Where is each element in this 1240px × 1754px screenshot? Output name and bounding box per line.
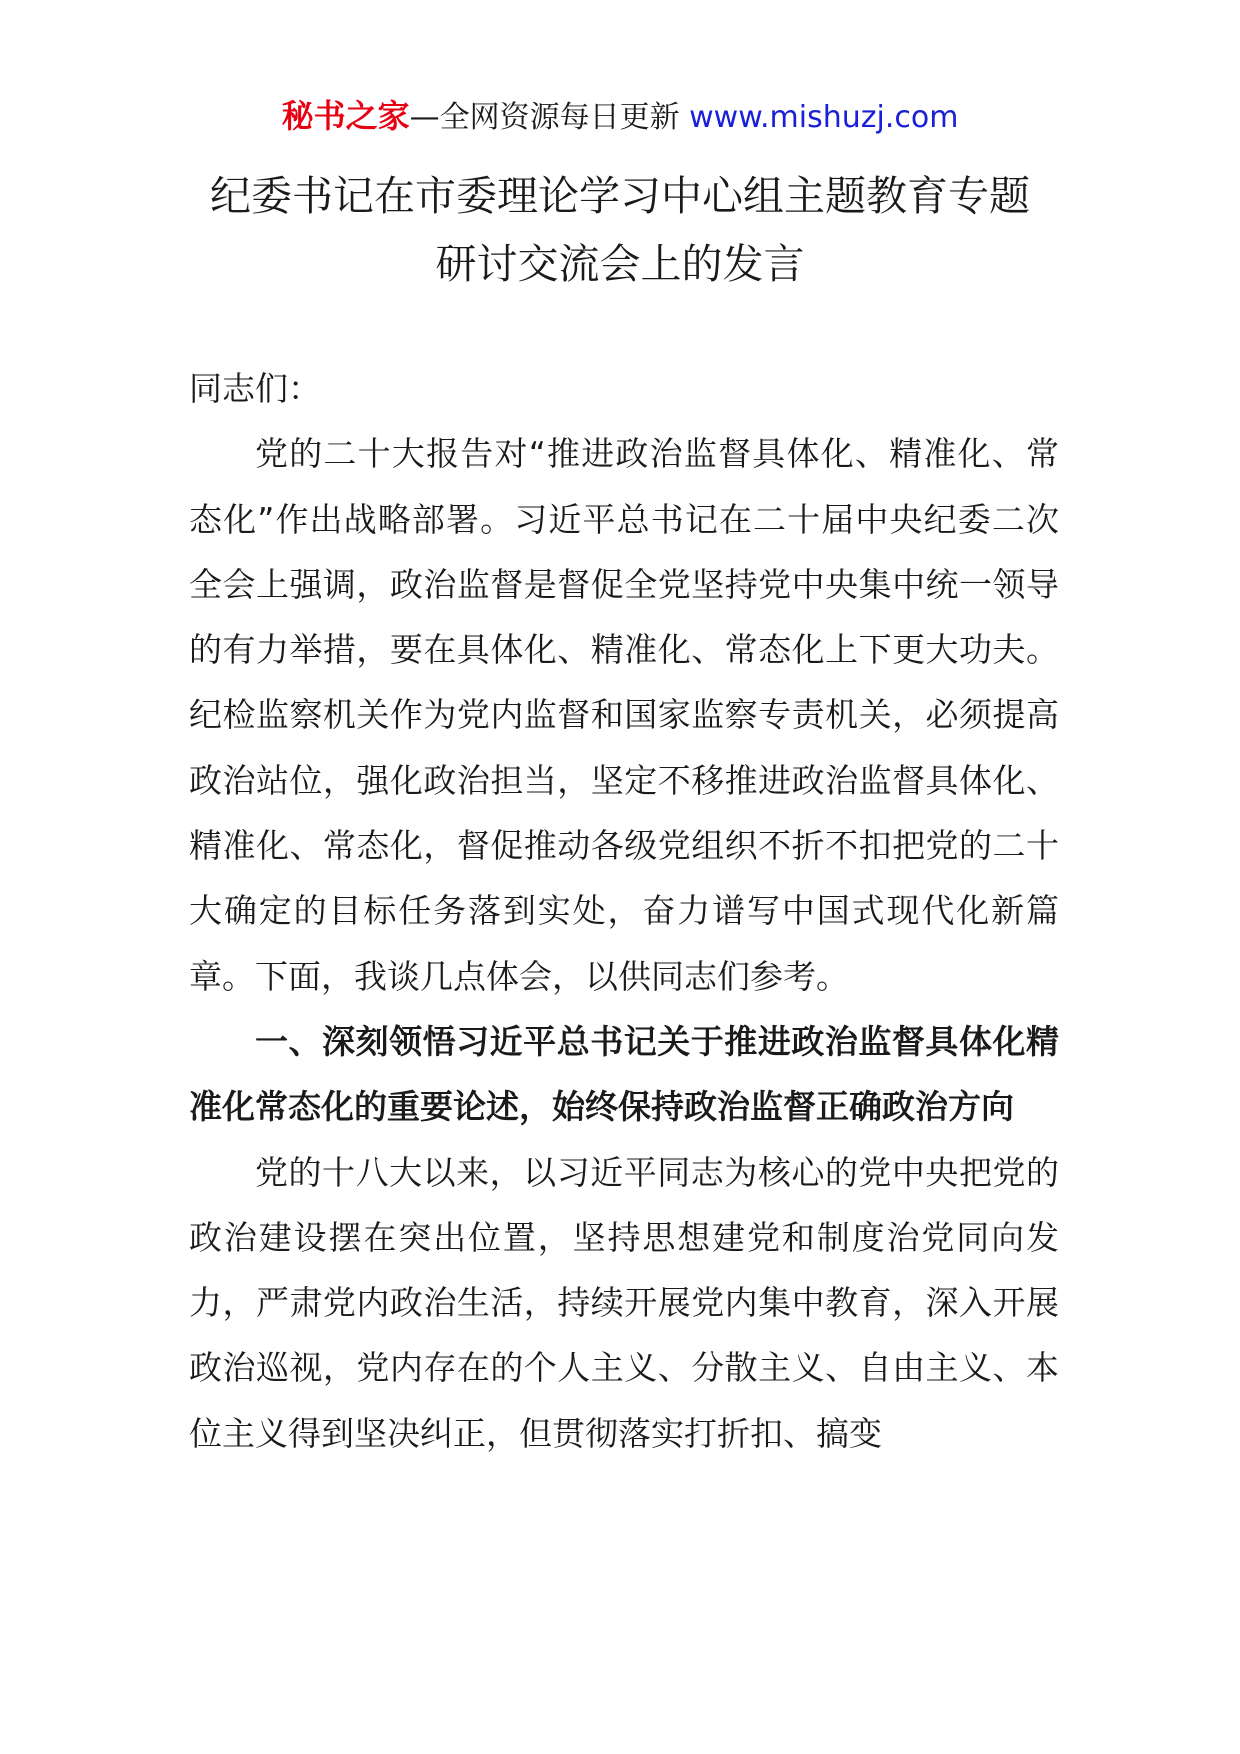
- header-tagline: —全网资源每日更新: [409, 100, 680, 135]
- brand-name: 秘书之家: [281, 97, 410, 135]
- document-body: [189, 356, 1059, 1466]
- salutation: 同志们：: [189, 369, 321, 408]
- paragraph-section-1: 党的十八大以来，以习近平同志为核心的党中央把党的政治建设摆在突出位置，坚持思想建党和制度治党同向发力，严肃党内政治生活，持续开展党内集中教育，深入开展政治巡视，党内存在的个人主义、分散主义、自由主义、本位主义得到坚决纠正，但贯彻落实打折扣、搞变: [189, 1152, 1059, 1453]
- site-header: [0, 96, 1240, 138]
- paragraph-intro: 党的二十大报告对“推进政治监督具体化、精准化、常态化”作出战略部署。习近平总书记在二十届中央纪委二次全会上强调，政治监督是督促全党坚持党中央集中统一领导的有力举措，要在具体化、精准化、常态化上下更大功夫。纪检监察机关作为党内监督和国家监察专责机关，必须提高政治站位，强化政治担当，坚定不移推进政治监督具体化、精准化、常态化，督促推动各级党组织不折不扣把党的二十大确定的目标任务落到实处，奋力谱写中国式现代化新篇章。下面，我谈几点体会，以供同志们参考。: [189, 434, 1059, 996]
- document-title: [130, 162, 1110, 298]
- title-line-1: 纪委书记在市委理论学习中心组主题教育专题: [210, 172, 1030, 220]
- site-url-link[interactable]: www.mishuzj.com: [689, 100, 959, 135]
- section-heading-1: 一、深刻领悟习近平总书记关于推进政治监督具体化精准化常态化的重要论述，始终保持政治监督正确政治方向: [189, 1021, 1059, 1127]
- title-line-2: 研讨交流会上的发言: [435, 240, 805, 288]
